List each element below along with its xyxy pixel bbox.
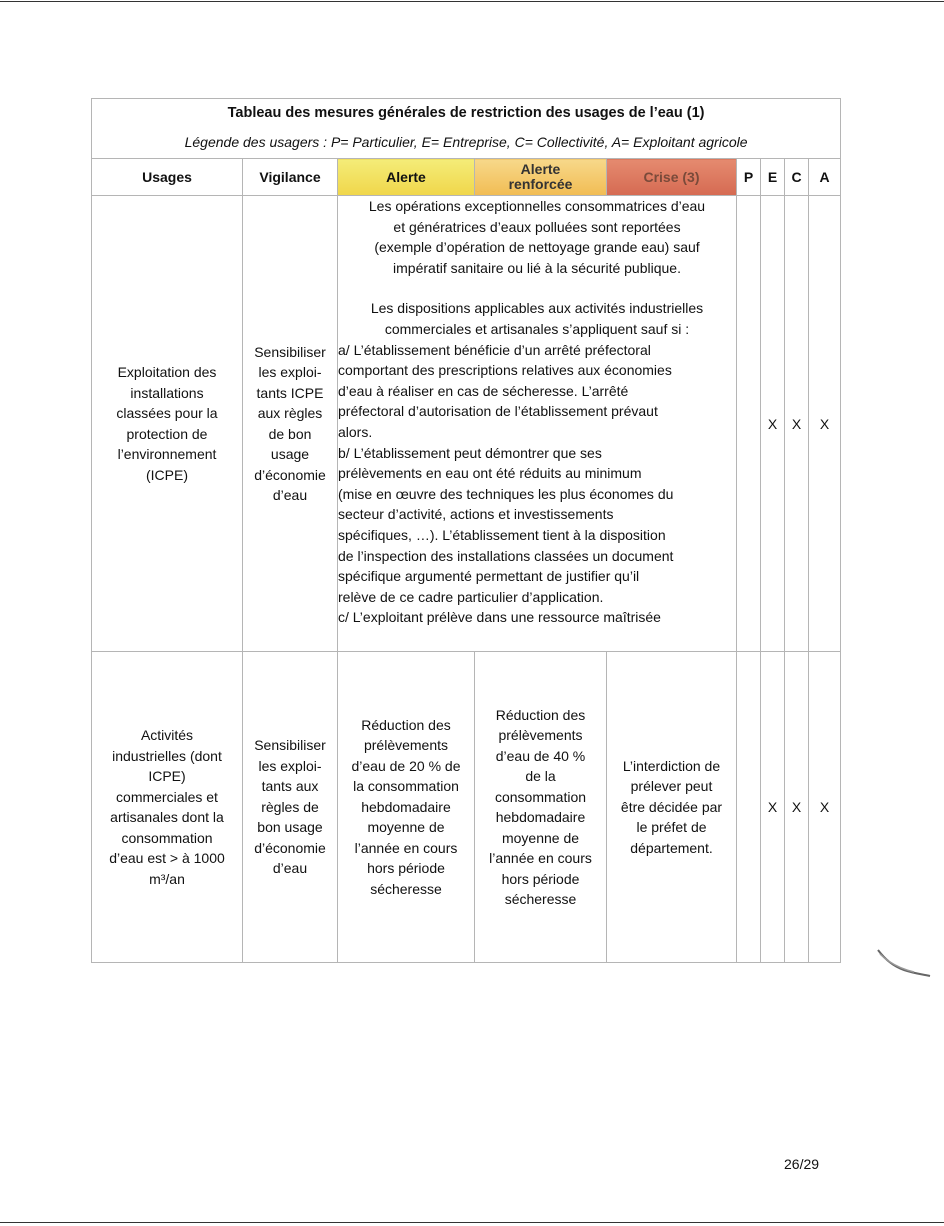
table-row <box>92 652 841 963</box>
header-crise: Crise (3) <box>607 159 737 196</box>
text-line: sécheresse <box>370 880 442 897</box>
text-line: l’année en cours <box>354 839 458 856</box>
text-line: de l’inspection des installations classées un document <box>338 547 674 564</box>
text-line: prélèvements en eau ont été réduits au minimum <box>338 465 642 482</box>
row2-vigilance <box>243 652 338 963</box>
text-line: moyenne de <box>367 819 445 836</box>
text-line: de la <box>525 768 556 784</box>
row2-crise <box>607 652 737 963</box>
text-line: (mise en œuvre des techniques les plus économes du <box>338 485 674 502</box>
text-line: l’année en cours <box>489 850 592 866</box>
text-line: la consommation <box>353 778 459 795</box>
row1-measures-conditions <box>338 340 736 628</box>
row1-measures-part1 <box>338 196 736 278</box>
row1-c: X <box>785 196 809 652</box>
text-line: Réduction des <box>361 716 451 733</box>
text-line: m³/an <box>149 870 185 887</box>
row1-measures-part2 <box>338 298 736 339</box>
text-line: d’eau de 20 % de <box>351 757 461 774</box>
text-line: tants ICPE <box>256 384 324 401</box>
text-line: (ICPE) <box>146 466 188 483</box>
text-line: département. <box>630 839 713 856</box>
row1-measures <box>338 196 737 652</box>
text-line: protection de <box>126 425 208 442</box>
text-line: règles de <box>261 798 319 815</box>
text-line: hebdomadaire <box>361 798 451 815</box>
text-line: être décidée par <box>620 798 723 815</box>
text-line: tants aux <box>261 778 319 795</box>
header-alerte-renforcee <box>475 159 607 196</box>
text-line: commerciales et artisanales s’appliquent sauf si : <box>384 320 690 337</box>
text-line: et génératrices d’eaux polluées sont reportées <box>393 218 681 235</box>
text-line: de bon <box>268 425 312 442</box>
text-line: prélever peut <box>630 778 713 795</box>
text-line: le préfet de <box>636 819 707 836</box>
text-line: hebdomadaire <box>495 809 586 825</box>
header-alerte-renforcee-line1: Alerte <box>520 161 561 177</box>
text-line: prélèvements <box>363 737 449 754</box>
text-line: impératif sanitaire ou lié à la sécurité publique. <box>393 259 681 276</box>
text-line: d’eau est > à 1000 <box>109 850 225 866</box>
table-row <box>92 196 841 652</box>
row2-a: X <box>809 652 841 963</box>
text-line: d’eau à réaliser en cas de sécheresse. L’arrêté <box>338 382 629 399</box>
text-line: préfectoral d’autorisation de l’établissement prévaut <box>338 403 658 420</box>
text-line: L’interdiction de <box>622 757 721 774</box>
text-line: bon usage <box>257 819 323 836</box>
header-alerte: Alerte <box>338 159 475 196</box>
text-line: moyenne de <box>501 829 580 846</box>
text-line: c/ L’exploitant prélève dans une ressource maîtrisée <box>338 609 661 626</box>
text-line: (exemple d’opération de nettoyage grande eau) sauf <box>374 239 700 256</box>
text-line: Sensibiliser <box>254 343 326 360</box>
bottom-rule <box>0 1222 944 1223</box>
row1-a: X <box>809 196 841 652</box>
text-line: ICPE) <box>148 768 186 784</box>
row2-e: X <box>761 652 785 963</box>
text-line: comportant des prescriptions relatives aux économies <box>338 362 672 379</box>
header-p: P <box>737 159 761 196</box>
pen-mark-scribble <box>874 944 934 984</box>
text-line: les exploi- <box>258 757 322 774</box>
text-line: commerciales et <box>116 788 218 805</box>
text-line: Réduction des <box>495 706 586 723</box>
text-line: consommation <box>494 788 587 805</box>
text-line: les exploi- <box>258 364 322 380</box>
text-line: classées pour la <box>116 405 218 421</box>
row1-e: X <box>761 196 785 652</box>
text-line: d’eau <box>272 487 308 503</box>
text-line: Activités <box>140 727 194 743</box>
table-title: Tableau des mesures générales de restriction des usages de l’eau (1) <box>92 99 841 127</box>
text-line: a/ L’établissement bénéficie d’un arrêté préfectoral <box>338 341 651 358</box>
text-line: installations <box>130 384 204 401</box>
header-usages: Usages <box>92 159 243 196</box>
text-line: secteur d’activité, actions et investissements <box>338 506 614 523</box>
text-line: Les dispositions applicables aux activités industrielles <box>370 300 704 317</box>
text-line: alors. <box>338 423 373 440</box>
text-line: aux règles <box>257 405 323 421</box>
row2-alerte <box>338 652 475 963</box>
row1-p <box>737 196 761 652</box>
text-line: hors période <box>367 860 445 877</box>
text-line: sécheresse <box>504 891 577 907</box>
text-line: industrielles (dont <box>112 747 222 764</box>
text-line: spécifiques, …). L’établissement tient à la disposition <box>338 526 666 543</box>
page-number: 26/29 <box>784 1156 820 1172</box>
text-line: d’économie <box>254 839 326 856</box>
text-line: consommation <box>121 829 213 846</box>
text-line: usage <box>270 446 310 462</box>
row1-vigilance <box>243 196 338 652</box>
row1-usage <box>92 196 243 652</box>
text-line: spécifique argumenté permettant de justifier qu’il <box>338 568 640 585</box>
text-line: hors période <box>501 870 580 887</box>
text-line: relève de ce cadre particulier d’application. <box>338 588 604 605</box>
header-c: C <box>785 159 809 196</box>
header-vigilance: Vigilance <box>243 159 338 196</box>
row2-c: X <box>785 652 809 963</box>
row2-p <box>737 652 761 963</box>
header-alerte-renforcee-line2: renforcée <box>508 176 573 192</box>
text-line: prélèvements <box>498 727 583 743</box>
row2-alerte-renforcee <box>475 652 607 963</box>
row2-usage <box>92 652 243 963</box>
top-rule <box>0 1 944 2</box>
text-line: Les opérations exceptionnelles consommatrices d’eau <box>368 198 706 214</box>
text-line: Sensibiliser <box>254 737 326 754</box>
text-line: d’économie <box>254 466 326 483</box>
header-e: E <box>761 159 785 196</box>
header-a: A <box>809 159 841 196</box>
text-line: b/ L’établissement peut démontrer que ses <box>338 444 602 461</box>
text-line: d’eau de 40 % <box>495 747 586 764</box>
text-line: l’environnement <box>117 446 217 462</box>
text-line: d’eau <box>272 860 308 877</box>
table-legend: Légende des usagers : P= Particulier, E= Entreprise, C= Collectivité, A= Exploitant agricole <box>92 126 841 159</box>
text-line: Exploitation des <box>117 364 217 380</box>
restriction-table <box>91 98 841 963</box>
text-line: artisanales dont la <box>110 809 224 825</box>
